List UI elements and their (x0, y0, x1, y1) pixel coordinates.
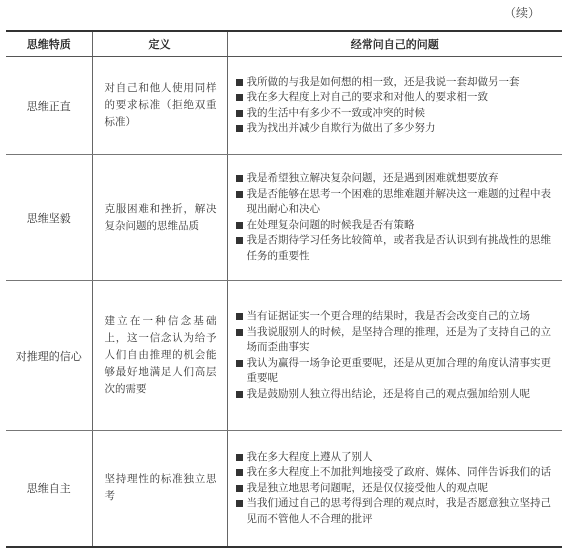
table-row (6, 431, 562, 547)
trait-name: 思维坚毅 (6, 155, 92, 281)
question-list-cell (227, 431, 562, 547)
trait-name: 对推理的信心 (6, 281, 92, 431)
bullet-square-icon (236, 454, 243, 461)
question-item: 我的生活中有多少不一致或冲突的时候 (236, 106, 557, 122)
bullet-square-icon (236, 329, 243, 336)
question-list-cell (227, 281, 562, 431)
question-item: 我在多大程度上对自己的要求和对他人的要求相一致 (236, 90, 557, 106)
trait-definition: 克服困难和挫折，解决复杂问题的思维品质 (92, 155, 227, 281)
bullet-square-icon (236, 79, 243, 86)
trait-definition: 建立在一种信念基础上，这一信念认为给予人们自由推理的机会能够最好地满足人们高层次的需要 (92, 281, 227, 431)
table-row (6, 281, 562, 431)
header-trait: 思维特质 (6, 31, 92, 57)
bullet-square-icon (236, 360, 243, 367)
bullet-square-icon (236, 313, 243, 320)
bullet-square-icon (236, 125, 243, 132)
question-item: 我是否能够在思考一个困难的思维难题并解决这一难题的过程中表现出耐心和决心 (236, 187, 557, 218)
table-header-row (6, 31, 562, 57)
question-list-cell (227, 155, 562, 281)
bullet-square-icon (236, 500, 243, 507)
trait-definition: 对自己和他人使用同样的要求标准（拒绝双重标准） (92, 57, 227, 155)
question-item: 我是希望独立解决复杂问题，还是遇到困难就想要放弃 (236, 171, 557, 187)
bullet-square-icon (236, 110, 243, 117)
bullet-square-icon (236, 222, 243, 229)
table-row (6, 155, 562, 281)
question-item: 我是独立地思考问题呢，还是仅仅接受他人的观点呢 (236, 481, 557, 497)
header-definition: 定义 (92, 31, 227, 57)
question-item: 在处理复杂问题的时候我是否有策略 (236, 218, 557, 234)
bullet-square-icon (236, 94, 243, 101)
question-item: 当有证据证实一个更合理的结果时，我是否会改变自己的立场 (236, 309, 557, 325)
table-row (6, 57, 562, 155)
trait-name: 思维正直 (6, 57, 92, 155)
question-item: 当我说服别人的时候，是坚持合理的推理，还是为了支持自己的立场而歪曲事实 (236, 325, 557, 356)
bullet-square-icon (236, 175, 243, 182)
bullet-square-icon (236, 469, 243, 476)
question-item: 我认为赢得一场争论更重要呢，还是从更加合理的角度认清事实更重要呢 (236, 356, 557, 387)
trait-definition: 坚持理性的标准独立思考 (92, 431, 227, 547)
question-item: 我为找出并减少自欺行为做出了多少努力 (236, 121, 557, 137)
question-list-cell (227, 57, 562, 155)
bullet-square-icon (236, 191, 243, 198)
bullet-square-icon (236, 237, 243, 244)
header-questions: 经常问自己的问题 (227, 31, 562, 57)
thinking-traits-table (6, 30, 562, 548)
question-item: 我在多大程度上不加批判地接受了政府、媒体、同伴告诉我们的话 (236, 465, 557, 481)
question-item: 我是鼓励别人独立得出结论，还是将自己的观点强加给别人呢 (236, 387, 557, 403)
bullet-square-icon (236, 485, 243, 492)
trait-name: 思维自主 (6, 431, 92, 547)
question-item: 我在多大程度上遵从了别人 (236, 450, 557, 466)
bullet-square-icon (236, 391, 243, 398)
question-item: 我所做的与我是如何想的相一致，还是我说一套却做另一套 (236, 75, 557, 91)
question-item: 当我们通过自己的思考得到合理的观点时，我是否愿意独立坚持己见而不管他人不合理的批评 (236, 496, 557, 527)
continued-label: （续） (503, 6, 540, 20)
question-item: 我是否期待学习任务比较简单，或者我是否认识到有挑战性的思维任务的重要性 (236, 233, 557, 264)
